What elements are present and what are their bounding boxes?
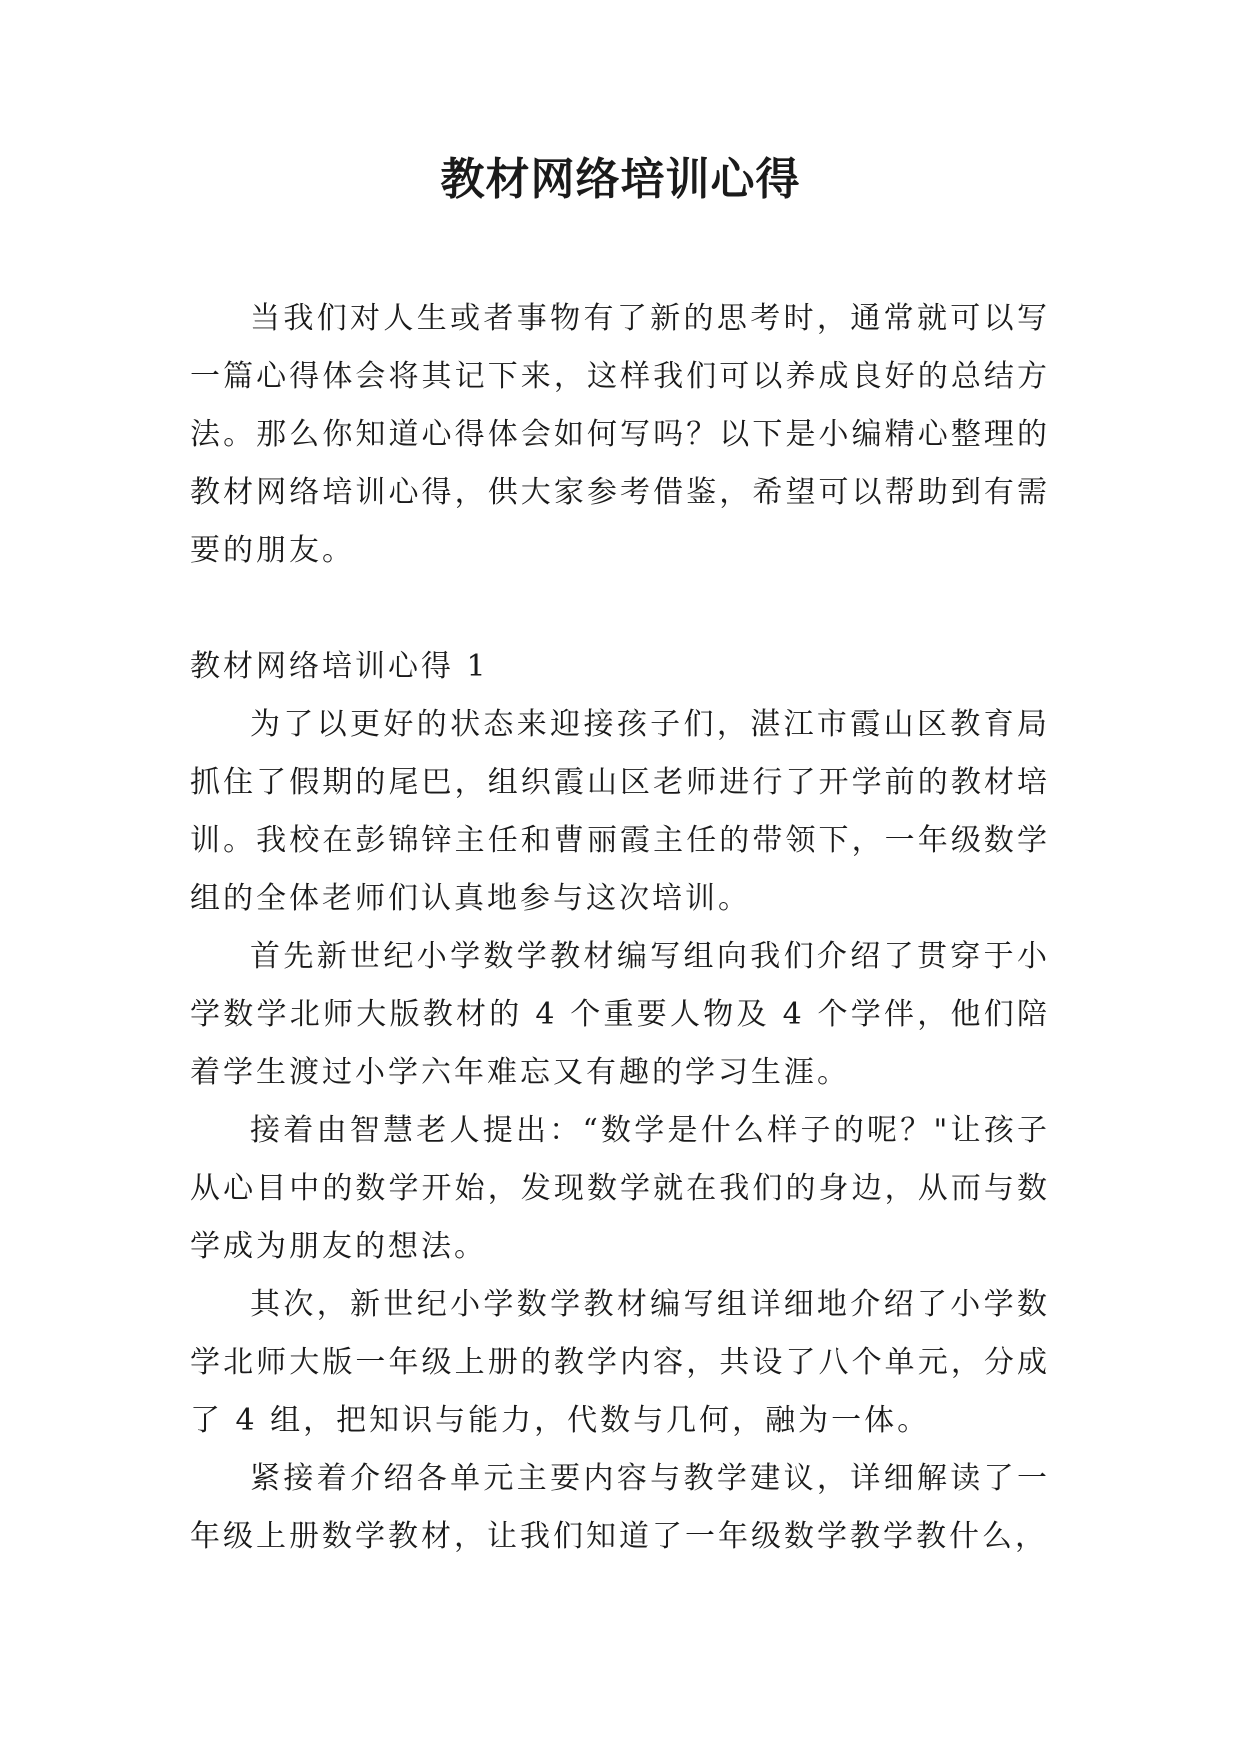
document-title: 教材网络培训心得 (440, 154, 801, 205)
paragraph-spacer (190, 580, 1050, 638)
intro-paragraph: 当我们对人生或者事物有了新的思考时，通常就可以写一篇心得体会将其记下来，这样我们可以养成良好的总结方法。那么你知道心得体会如何写吗？以下是小编精心整理的教材网络培训心得，供大家参考借鉴，希望可以帮助到有需要的朋友。 (190, 301, 1050, 568)
body-paragraph: 为了以更好的状态来迎接孩子们，湛江市霞山区教育局抓住了假期的尾巴，组织霞山区老师进行了开学前的教材培训。我校在彭锦锌主任和曹丽霞主任的带领下，一年级数学组的全体老师们认真地参与这次培训。 (190, 707, 1050, 916)
body-paragraph: 其次，新世纪小学数学教材编写组详细地介绍了小学数学北师大版一年级上册的教学内容，共设了八个单元，分成了 4 组，把知识与能力，代数与几何，融为一体。 (190, 1287, 1050, 1438)
body-paragraph: 紧接着介绍各单元主要内容与教学建议，详细解读了一年级上册数学教材，让我们知道了一年级数学教学教什么， (190, 1461, 1050, 1554)
section-heading: 教材网络培训心得 1 (190, 649, 489, 684)
body-paragraph: 接着由智慧老人提出：“数学是什么样子的呢？"让孩子从心目中的数学开始，发现数学就在我们的身边，从而与数学成为朋友的想法。 (190, 1113, 1050, 1264)
document-body (190, 290, 1050, 1566)
body-paragraph: 首先新世纪小学数学教材编写组向我们介绍了贯穿于小学数学北师大版教材的 4 个重要人物及 4 个学伴，他们陪着学生渡过小学六年难忘又有趣的学习生涯。 (190, 939, 1050, 1090)
